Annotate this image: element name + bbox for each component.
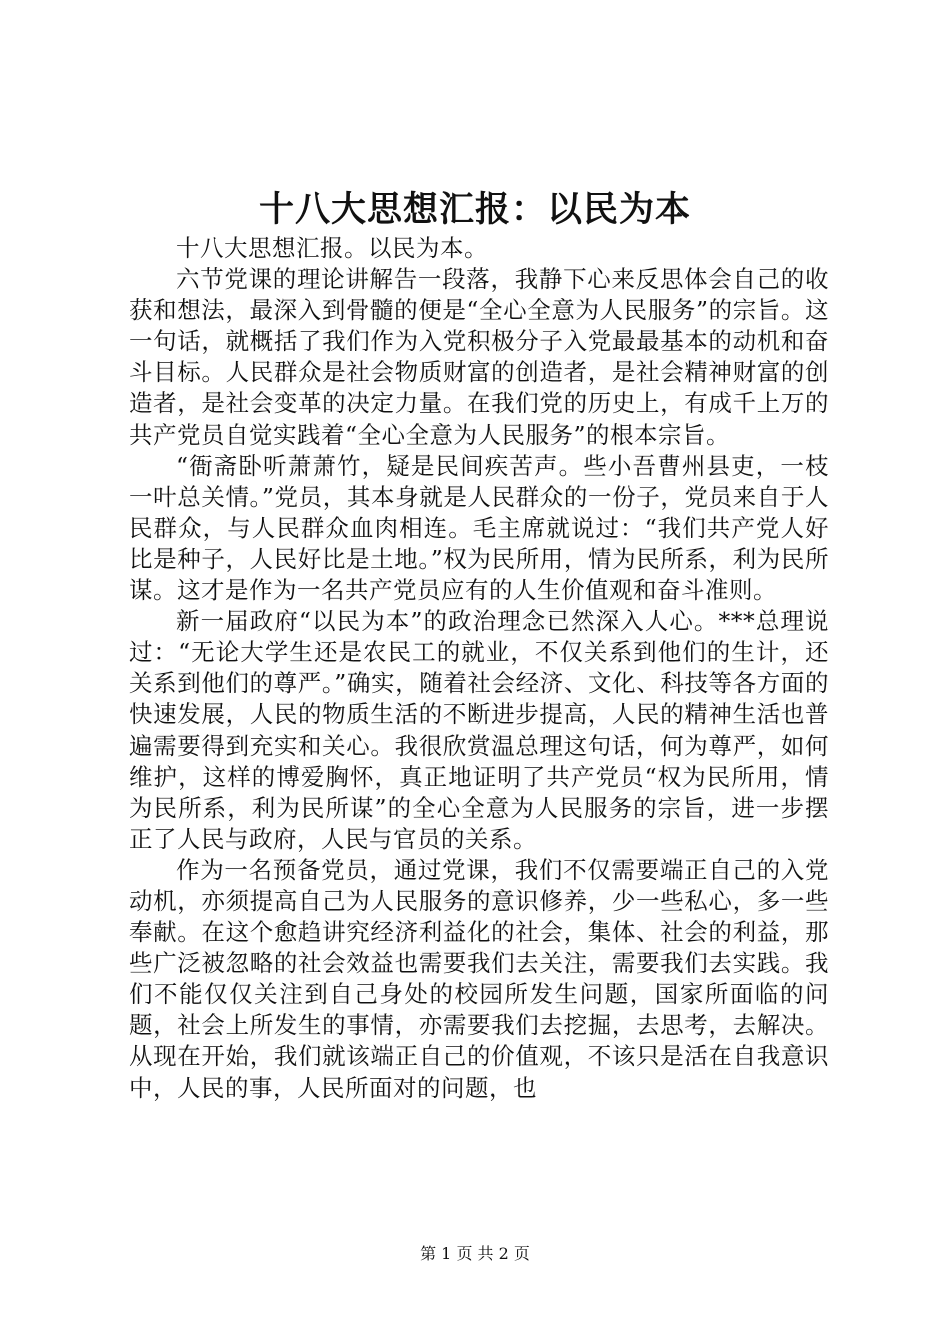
paragraph-poem-quote: “衙斋卧听萧萧竹，疑是民间疾苦声。些小吾曹州县吏，一枝一叶总关情。”党员，其本身就是人民群众的一份子，党员来自于人民群众，与人民群众血肉相连。毛主席就说过：“我们共产党人好比是种子，人民好比是土地。”权为民所用，情为民所系，利为民所谋。这才是作为一名共产党员应有的人生价值观和奋斗准则。 [129,451,829,605]
paragraph-government-philosophy: 新一届政府“以民为本”的政治理念已然深入人心。***总理说过：“无论大学生还是农民工的就业，不仅关系到他们的生计，还关系到他们的尊严。”确实，随着社会经济、文化、科技等各方面的快速发展，人民的物质生活的不断进步提高，人民的精神生活也普遍需要得到充实和关心。我很欣赏温总理这句话，何为尊严，如何维护，这样的博爱胸怀，真正地证明了共产党员“权为民所用，情为民所系，利为民所谋”的全心全意为人民服务的宗旨，进一步摆正了人民与政府，人民与官员的关系。 [129,607,829,853]
paragraph-probationary-member: 作为一名预备党员，通过党课，我们不仅需要端正自己的入党动机，亦须提高自己为人民服务的意识修养，少一些私心，多一些奉献。在这个愈趋讲究经济利益化的社会，集体、社会的利益，那些广泛被忽略的社会效益也需要我们去关注，需要我们去实践。我们不能仅仅关注到自己身处的校园所发生问题，国家所面临的问题，社会上所发生的事情，亦需要我们去挖掘，去思考，去解决。从现在开始，我们就该端正自己的价值观，不该只是活在自我意识中，人民的事，人民所面对的问题，也 [129,855,829,1102]
document-title: 十八大思想汇报：以民为本 [258,189,691,230]
paragraph-party-lessons: 六节党课的理论讲解告一段落，我静下心来反思体会自己的收获和想法，最深入到骨髓的便是“全心全意为人民服务”的宗旨。这一句话，就概括了我们作为入党积极分子入党最最基本的动机和奋斗目标。人民群众是社会物质财富的创造者，是社会精神财富的创造者，是社会变革的决定力量。在我们党的历史上，有成千上万的共产党员自觉实践着“全心全意为人民服务”的根本宗旨。 [129,265,829,449]
page-footer: 第 1 页 共 2 页 [420,1244,530,1263]
paragraph-intro: 十八大思想汇报。以民为本。 [176,234,488,262]
document-body [129,233,829,1104]
